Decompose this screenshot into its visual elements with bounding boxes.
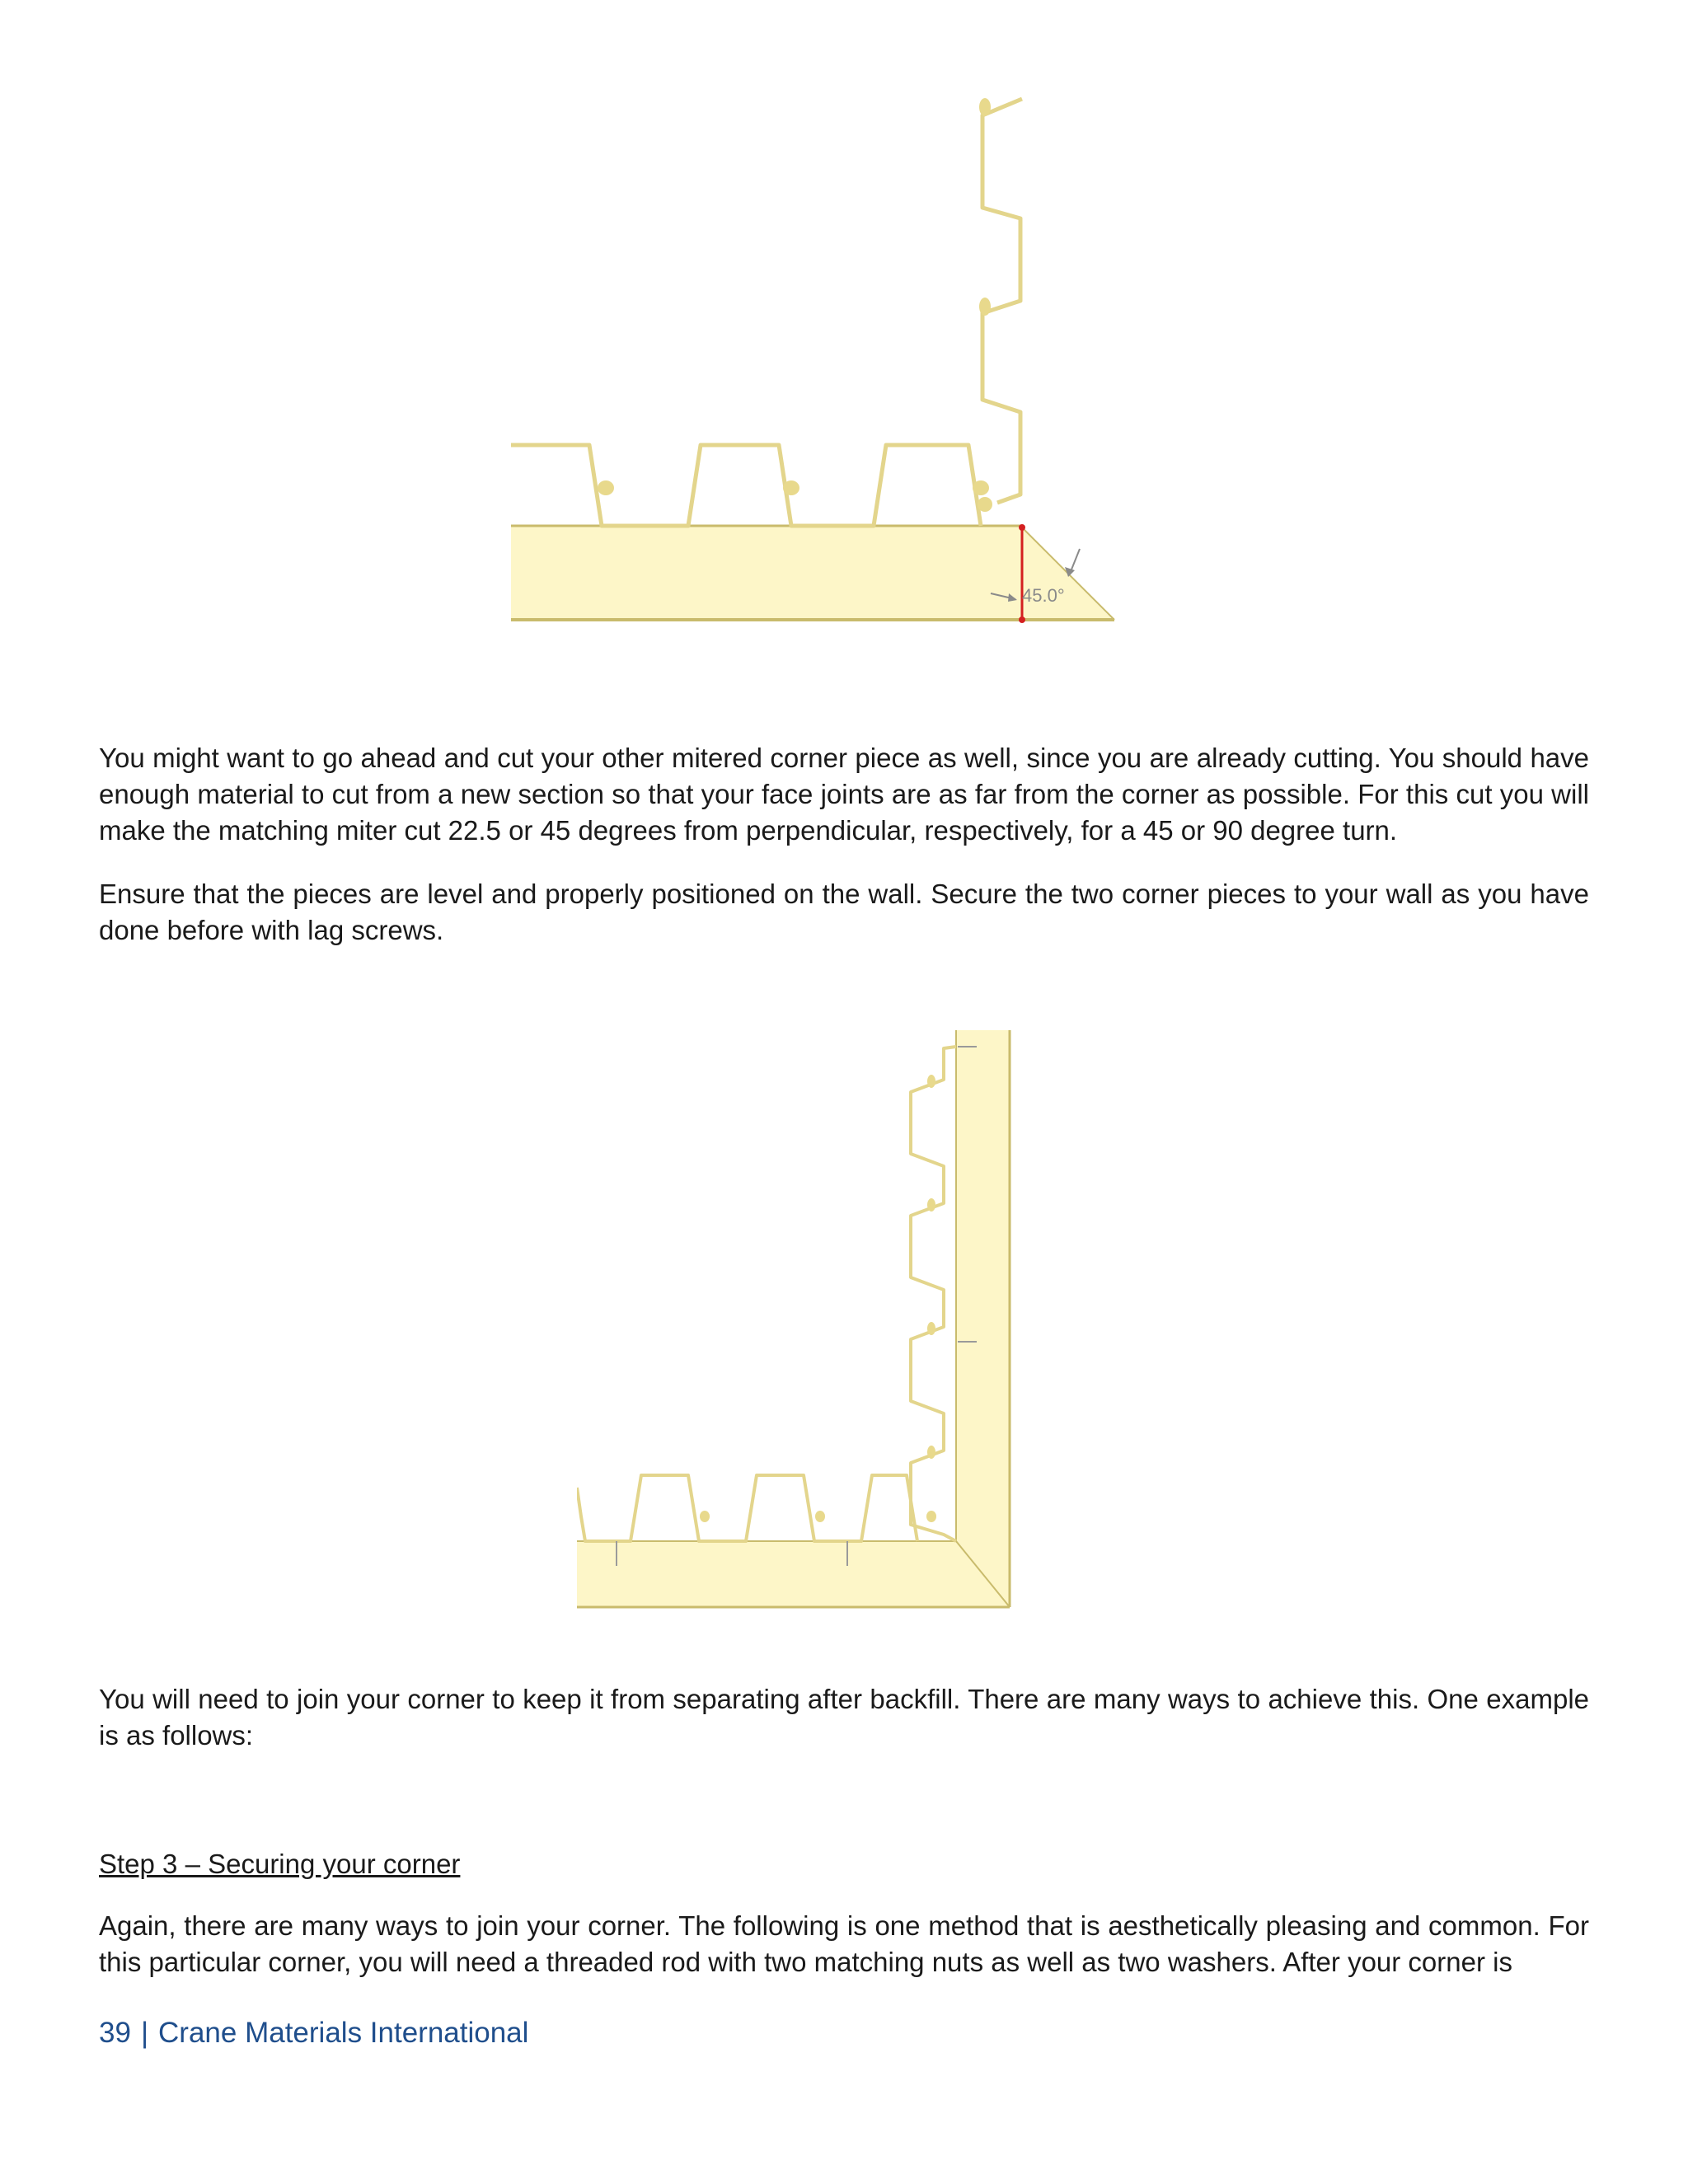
connector-knob bbox=[700, 1511, 710, 1522]
horizontal-sheet-profile bbox=[577, 1475, 917, 1541]
paragraph-join-corner: You will need to join your corner to keep it from separating after backfill. There are many ways to achieve this. One example is as follows: bbox=[99, 1684, 1589, 1750]
connector-knob bbox=[927, 1075, 935, 1088]
miter-cut-drawing bbox=[511, 82, 1137, 651]
connector-knob bbox=[979, 98, 991, 116]
vertical-sheet-profile bbox=[911, 1047, 956, 1541]
paragraph-miter-cut: You might want to go ahead and cut your other mitered corner piece as well, since you are already cutting. You should have enough material to cut from a new section so that your face joints are as far from the corner as possible. For this cut you will make the matching miter cut 22.5 or 45 degrees from perpendicular, respectively, for a 45 or 90 degree turn. bbox=[99, 743, 1589, 846]
page-number: 39 bbox=[99, 2017, 131, 2049]
step-heading: Step 3 – Securing your corner bbox=[99, 1849, 461, 1879]
horizontal-board bbox=[577, 1541, 1010, 1607]
connector-knob bbox=[815, 1511, 825, 1522]
paragraph-secure-pieces: Ensure that the pieces are level and properly positioned on the wall. Secure the two corner pieces to your wall as you have done before with lag screws. bbox=[99, 879, 1589, 945]
page-footer bbox=[99, 2015, 528, 2051]
miter-cut-figure bbox=[511, 82, 1137, 651]
connector-knob bbox=[973, 480, 989, 495]
connector-knob bbox=[927, 1446, 935, 1459]
connector-knob bbox=[598, 480, 614, 495]
connector-knob bbox=[926, 1511, 936, 1522]
connector-knob bbox=[979, 298, 991, 316]
assembled-corner-drawing bbox=[577, 1030, 1071, 1632]
horizontal-sheet-profile bbox=[511, 445, 981, 526]
connector-knob bbox=[927, 1198, 935, 1212]
connector-knob bbox=[783, 480, 799, 495]
cut-point-top bbox=[1019, 524, 1025, 531]
assembled-corner-figure bbox=[577, 1030, 1071, 1632]
cut-point-bottom bbox=[1019, 616, 1025, 623]
connector-knob bbox=[927, 1322, 935, 1335]
connector-knob bbox=[978, 497, 992, 512]
vertical-board bbox=[956, 1030, 1010, 1607]
footer-company: Crane Materials International bbox=[158, 2017, 529, 2049]
angle-label: 45.0° bbox=[1022, 585, 1065, 606]
footer-separator: | bbox=[140, 2017, 149, 2049]
paragraph-securing-method: Again, there are many ways to join your corner. The following is one method that is aesthetically pleasing and common. For this particular corner, you will need a threaded rod with two matching nuts as well as two washers. After your corner is bbox=[99, 1910, 1589, 1977]
